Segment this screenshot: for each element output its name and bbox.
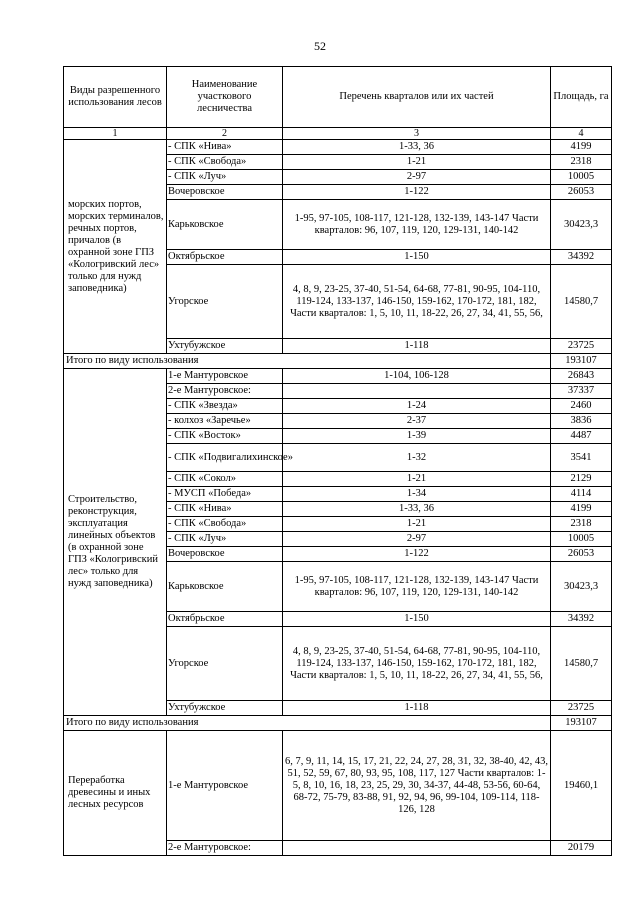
total-area: 193107 — [551, 354, 612, 369]
quarters-cell: 2-37 — [283, 414, 551, 429]
total-area: 193107 — [551, 716, 612, 731]
area-cell: 19460,1 — [551, 731, 612, 841]
area-cell: 4487 — [551, 429, 612, 444]
area-cell: 2129 — [551, 472, 612, 487]
header-forestry: Наименование участкового лесничества — [167, 67, 283, 128]
area-cell: 14580,7 — [551, 265, 612, 339]
area-cell: 37337 — [551, 384, 612, 399]
quarters-cell: 1-34 — [283, 487, 551, 502]
quarters-cell: 2-97 — [283, 532, 551, 547]
quarters-cell: 2-97 — [283, 170, 551, 185]
area-cell: 2460 — [551, 399, 612, 414]
area-cell: 30423,3 — [551, 200, 612, 250]
forestry-name-cell: - СПК «Подвигалихинское» — [167, 444, 283, 472]
forestry-name-cell: Октябрьское — [167, 612, 283, 627]
forestry-name-cell: 2-е Мантуровское: — [167, 384, 283, 399]
area-cell: 4114 — [551, 487, 612, 502]
quarters-cell: 1-122 — [283, 547, 551, 562]
quarters-cell: 6, 7, 9, 11, 14, 15, 17, 21, 22, 24, 27, 28, 31, 32, 38-40, 42, 43, 51, 52, 59, 67, 80, 93, 95, 108, 117, 127 Части кварталов: 1-5, 8, 10, 16, 18, 23, 25, 29, 30, 34-37, 44-48, 53-56, 60-64, 68-72, 75-79, 83-88, 91, 92, 94, 96, 99-104, 109-114, 118-126, 128 — [283, 731, 551, 841]
forestry-name-cell: - СПК «Нива» — [167, 140, 283, 155]
area-cell: 30423,3 — [551, 562, 612, 612]
quarters-cell: 1-32 — [283, 444, 551, 472]
column-number: 2 — [167, 128, 283, 140]
quarters-cell — [283, 841, 551, 856]
forestry-name-cell: 1-е Мантуровское — [167, 369, 283, 384]
forestry-name-cell: 2-е Мантуровское: — [167, 841, 283, 856]
quarters-cell: 4, 8, 9, 23-25, 37-40, 51-54, 64-68, 77-81, 90-95, 104-110, 119-124, 133-137, 146-150, 159-162, 170-172, 181, 182, Части кварталов: 1, 5, 10, 11, 18-22, 26, 27, 34, 41, 55, 56, — [283, 627, 551, 701]
quarters-cell: 1-39 — [283, 429, 551, 444]
page-number: 52 — [314, 39, 326, 53]
forestry-name-cell: Карьковское — [167, 200, 283, 250]
area-cell: 4199 — [551, 140, 612, 155]
table-body — [64, 140, 612, 856]
area-cell: 26843 — [551, 369, 612, 384]
quarters-cell: 1-104, 106-128 — [283, 369, 551, 384]
total-row — [64, 716, 612, 731]
forestry-name-cell: Карьковское — [167, 562, 283, 612]
area-cell: 3836 — [551, 414, 612, 429]
quarters-cell: 1-21 — [283, 472, 551, 487]
forest-use-table — [63, 66, 612, 856]
area-cell: 23725 — [551, 701, 612, 716]
quarters-cell: 1-33, 36 — [283, 140, 551, 155]
quarters-cell: 4, 8, 9, 23-25, 37-40, 51-54, 64-68, 77-81, 90-95, 104-110, 119-124, 133-137, 146-150, 159-162, 170-172, 181, 182, Части кварталов: 1, 5, 10, 11, 18-22, 26, 27, 34, 41, 55, 56, — [283, 265, 551, 339]
forestry-name-cell: - СПК «Нива» — [167, 502, 283, 517]
total-label: Итого по виду использования — [64, 354, 551, 369]
forestry-name-cell: Октябрьское — [167, 250, 283, 265]
forestry-name-cell: 1-е Мантуровское — [167, 731, 283, 841]
forestry-name-cell: - СПК «Свобода» — [167, 155, 283, 170]
area-cell: 23725 — [551, 339, 612, 354]
use-type-cell: Строительство, реконструкция, эксплуатация линейных объектов (в охранной зоне ГПЗ «Кологривский лес» только для нужд заповедника) — [64, 369, 167, 716]
area-cell: 3541 — [551, 444, 612, 472]
forestry-name-cell: - СПК «Луч» — [167, 532, 283, 547]
quarters-cell: 1-33, 36 — [283, 502, 551, 517]
quarters-cell: 1-150 — [283, 250, 551, 265]
column-number: 3 — [283, 128, 551, 140]
column-number: 4 — [551, 128, 612, 140]
area-cell: 10005 — [551, 532, 612, 547]
area-cell: 26053 — [551, 547, 612, 562]
forestry-name-cell: Вочеровское — [167, 547, 283, 562]
quarters-cell: 1-95, 97-105, 108-117, 121-128, 132-139, 143-147 Части кварталов: 96, 107, 119, 120, 129-131, 140-142 — [283, 562, 551, 612]
use-type-cell: Переработка древесины и иных лесных ресурсов — [64, 731, 167, 856]
area-cell: 2318 — [551, 517, 612, 532]
use-type-cell: морских портов, морских терминалов, речных портов, причалов (в охранной зоне ГПЗ «Кологривский лес» только для нужд заповедника) — [64, 140, 167, 354]
quarters-cell: 1-118 — [283, 339, 551, 354]
forestry-name-cell: Угорское — [167, 627, 283, 701]
forestry-name-cell: Угорское — [167, 265, 283, 339]
forestry-name-cell: - МУСП «Победа» — [167, 487, 283, 502]
table-row — [64, 369, 612, 384]
forestry-name-cell: - СПК «Луч» — [167, 170, 283, 185]
area-cell: 4199 — [551, 502, 612, 517]
header-area: Площадь, га — [551, 67, 612, 128]
header-use-type: Виды разрешенного использования лесов — [64, 67, 167, 128]
area-cell: 14580,7 — [551, 627, 612, 701]
forestry-name-cell: - колхоз «Заречье» — [167, 414, 283, 429]
quarters-cell: 1-21 — [283, 155, 551, 170]
forestry-name-cell: Ухтубужское — [167, 339, 283, 354]
table-row — [64, 731, 612, 841]
area-cell: 10005 — [551, 170, 612, 185]
forestry-name-cell: - СПК «Восток» — [167, 429, 283, 444]
column-number: 1 — [64, 128, 167, 140]
area-cell: 20179 — [551, 841, 612, 856]
table-row — [64, 140, 612, 155]
total-row — [64, 354, 612, 369]
quarters-cell: 1-118 — [283, 701, 551, 716]
forestry-name-cell: - СПК «Свобода» — [167, 517, 283, 532]
quarters-cell: 1-95, 97-105, 108-117, 121-128, 132-139, 143-147 Части кварталов: 96, 107, 119, 120, 129-131, 140-142 — [283, 200, 551, 250]
area-cell: 34392 — [551, 612, 612, 627]
area-cell: 26053 — [551, 185, 612, 200]
forestry-name-cell: - СПК «Звезда» — [167, 399, 283, 414]
forestry-name-cell: Ухтубужское — [167, 701, 283, 716]
area-cell: 34392 — [551, 250, 612, 265]
area-cell: 2318 — [551, 155, 612, 170]
forestry-name-cell: - СПК «Сокол» — [167, 472, 283, 487]
quarters-cell: 1-150 — [283, 612, 551, 627]
quarters-cell: 1-122 — [283, 185, 551, 200]
forestry-name-cell: Вочеровское — [167, 185, 283, 200]
quarters-cell: 1-24 — [283, 399, 551, 414]
quarters-cell: 1-21 — [283, 517, 551, 532]
quarters-cell — [283, 384, 551, 399]
header-quarters: Перечень кварталов или их частей — [283, 67, 551, 128]
total-label: Итого по виду использования — [64, 716, 551, 731]
